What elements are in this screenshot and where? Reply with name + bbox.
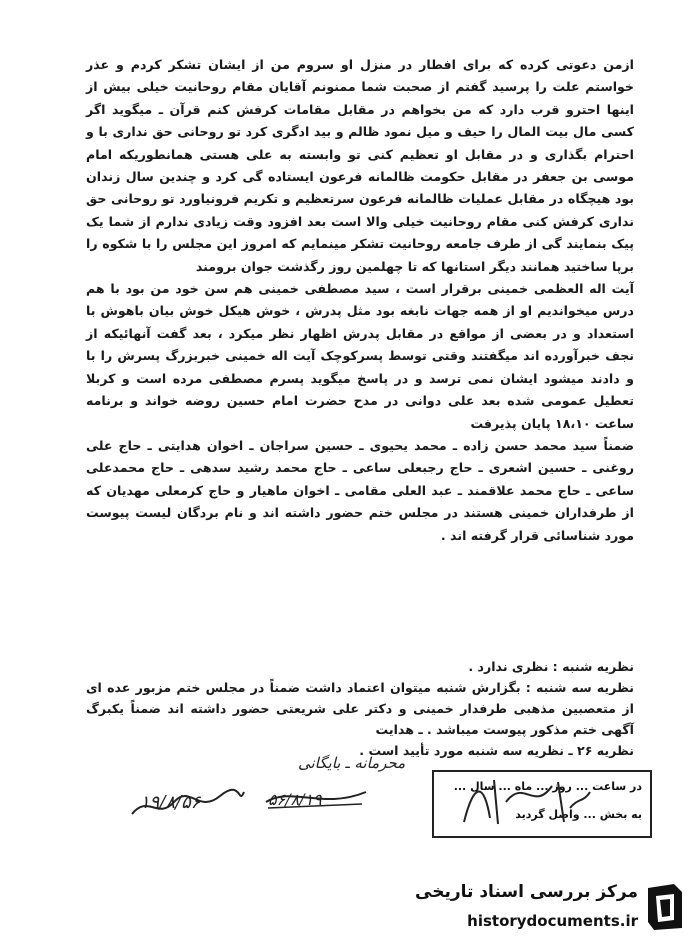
paragraph-3: ضمناً سید محمد حسن زاده ـ محمد یحیوی ـ حسین سراجان ـ اخوان هدایتی ـ حاج علی روغنی ـ حسین اشعری ـ حاج رجبعلی ساعی ـ حاج محمد رشید سدهی ـ حاج محمدعلی ساعی ـ حاج محمد علاقمند ـ عبد العلی مقامی ـ اخوان ماهیار و حاج کرمعلی مهدیان که از طرفداران خمینی هستند در مجلس ختم حضور داشته اند و نام بردگان لیست پیوست مورد شناسائی قرار گرفته اند . [86, 437, 634, 543]
receipt-stamp [432, 770, 652, 838]
document-body [86, 54, 634, 547]
paragraph-1: ازمن دعوتی کرده که برای افطار در منزل او سروم من از ایشان تشکر کردم و عذر خواستم علت را پرسید گفتم از صحبت شما ممنونم آقایان مقام روحانیت خیلی بیش از اینها احترو قرب دارد که من بخواهم در مقابل مقامات کرفش کنم قرآن ـ میگوید اگر کسی مال بیت المال را حیف و میل نمود ظالم و بید ادگری کرد تو روحانی حق نداری با و احترام بگذاری و در مقابل او تعظیم کنی تو وابسته به علی هستی همانطوریکه امام موسی بن جعفر در مقابل حکومت ظالمانه فرعون ایستاده گی کرد و چندین سال زندان بود هیچگاه در مقابل عملیات ظالمانه فرعون سرتعظیم و تکریم فرونیاورد تو روحانی حق نداری کرفش کنی مقام روحانیت خیلی والا است بعد افزود وقت زیادی ندارم از شما یک پیک بنمایند گی از طرف جامعه روحانیت تشکر مینمایم که امروز این مجلس را با شکوه را برپا ساختید همانند دیگر استانها که تا چهلمین روز رگذشت جوان برومند [86, 57, 634, 274]
stamp-row-2: به بخش ... واصل گردید [515, 808, 642, 821]
signature-date-1: ۱۹/۸/۵۶ [140, 792, 201, 813]
signature-area [0, 730, 700, 850]
stamp-row-1: در ساعت ... روز ... ماه ... سال ... [453, 780, 642, 793]
stamp-handwriting [454, 772, 594, 832]
archive-watermark [415, 872, 690, 942]
archive-logo-icon [644, 882, 686, 932]
paragraph-2: آیت اله العظمی خمینی برقرار است ، سید مصطفی خمینی هم سن خود من بود با هم درس میخواندیم او از همه جهات نابغه بود مثل پدرش ، خوش هیکل خوش بیان باهوش با استعداد و در بعضی از مواقع در مقابل پدرش اظهار نظر میکرد ، بعد گفت آنهائیکه از نجف خبرآورده اند میگفتند وقتی توسط پسرکوچک آیت اله خمینی خبربزرگ پسرش را با و دادند میشود ایشان نمی ترسد و در پاسخ میگوید پسرم مصطفی مرده است و کربلا تعطیل عمومی شده بعد علی دوانی در مدح حضرت امام حسین روضه خواند و برنامه ساعت ۱۸،۱۰ پایان پذیرفت [86, 281, 634, 431]
note-26: نظریه ۲۶ ـ نظریه سه شنبه مورد تأیید است . [359, 743, 634, 758]
archive-url: historydocuments.ir [467, 912, 638, 930]
archive-name: مرکز بررسی اسناد تاریخی [415, 882, 638, 902]
note-saturday: نظریه شنبه : نظری ندارد . [468, 659, 634, 674]
signature-date-2: ۵۶/۸/۱۹ [268, 790, 322, 809]
handwritten-note: محرمانه ـ بایگانی [298, 754, 406, 772]
note-tuesday: نظریه سه شنبه : بگزارش شنبه میتوان اعتماد داشت ضمناً در مجلس ختم مزبور عده ای از متعصبین مذهبی طرفدار خمینی و دکتر علی شریعتی حضور داشته اند ضمناً یکبرگ آگهی ختم مذکور پیوست میباشد . ـ هدایت [86, 680, 634, 737]
